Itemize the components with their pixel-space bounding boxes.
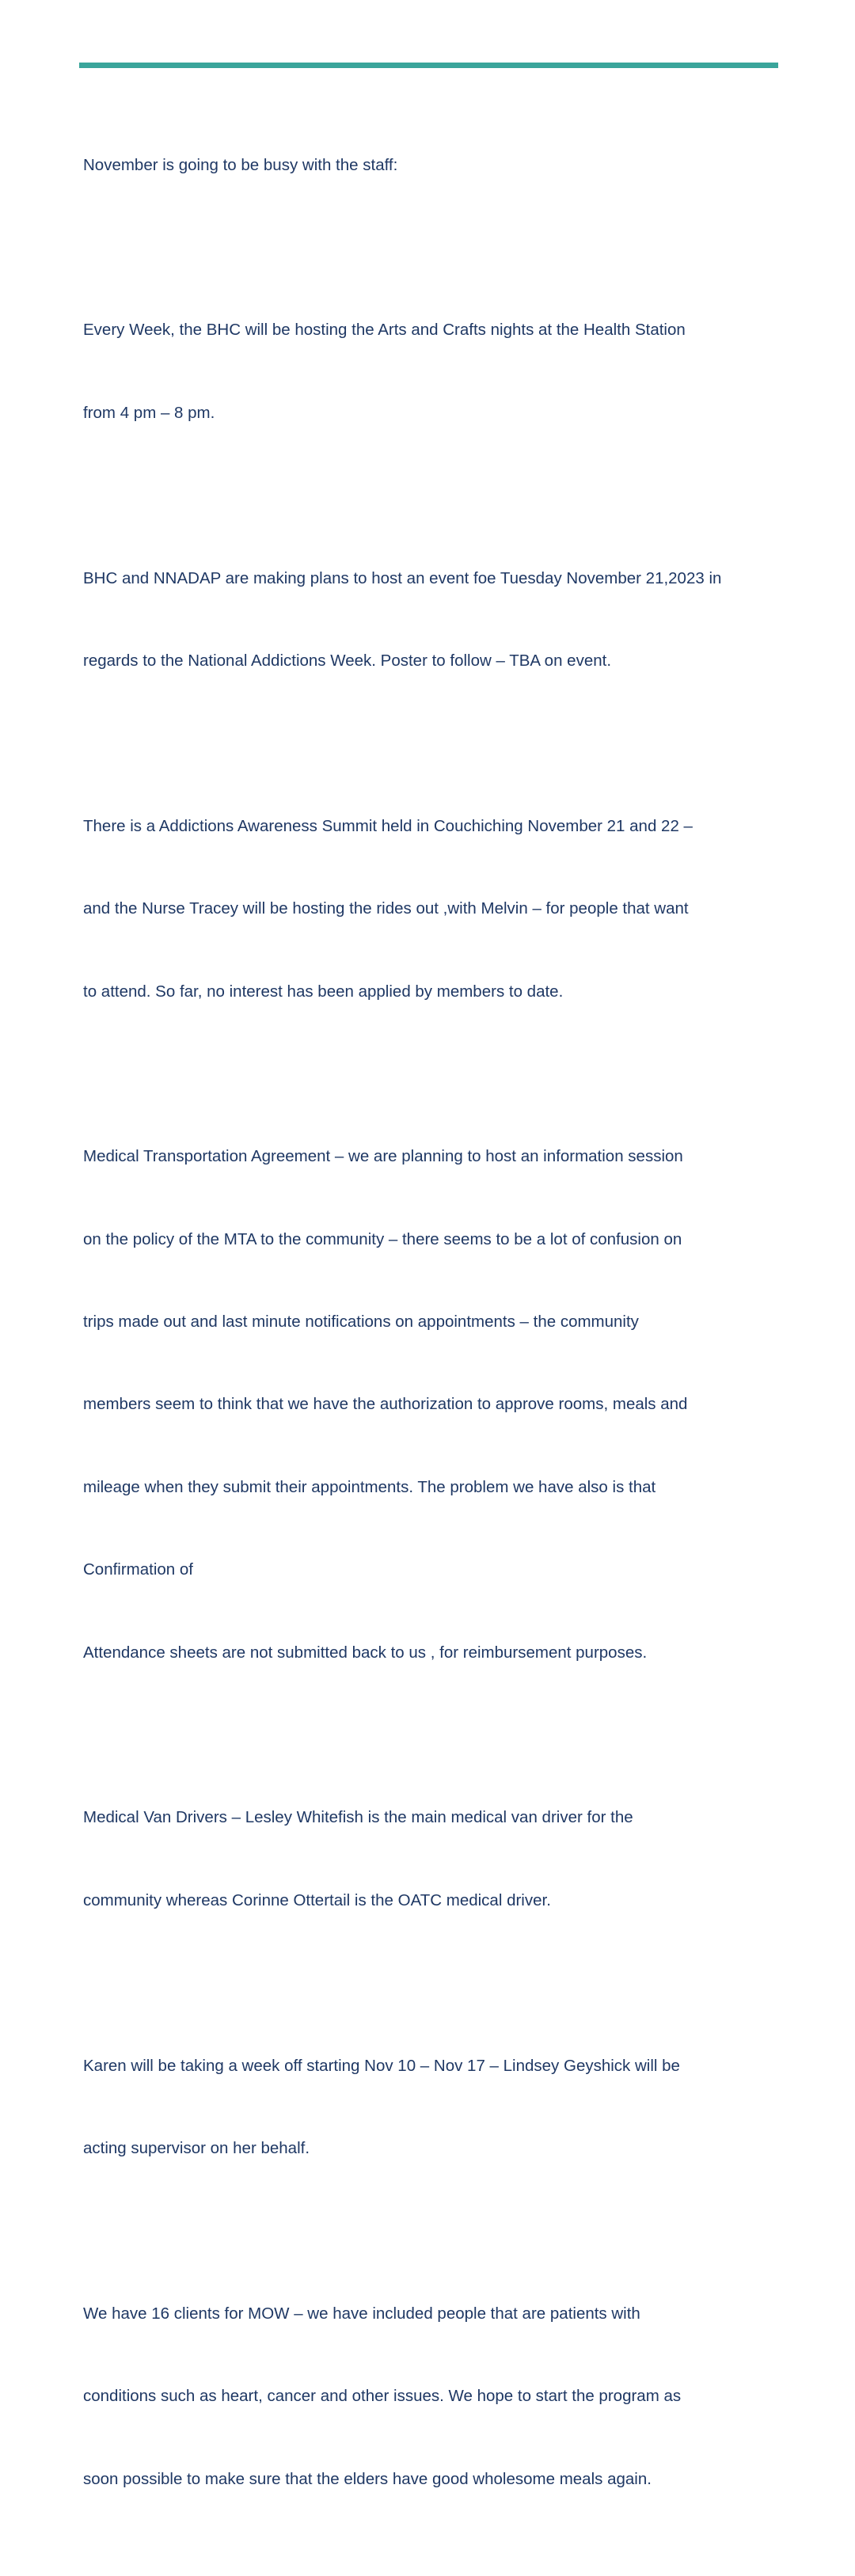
paragraph-intro xyxy=(83,97,788,234)
text-line: Medical Van Drivers – Lesley Whitefish is the main medical van driver for the xyxy=(83,1808,633,1827)
paragraph-arts-and-crafts xyxy=(83,262,788,482)
header-divider xyxy=(79,63,778,68)
paragraph-staff-leave xyxy=(83,1997,788,2217)
document-body xyxy=(83,97,788,2576)
paragraph-mow-clients xyxy=(83,2245,788,2548)
text-line: acting supervisor on her behalf. xyxy=(83,2138,310,2157)
text-line: from 4 pm – 8 pm. xyxy=(83,403,215,422)
text-line: and the Nurse Tracey will be hosting the rides out ,with Melvin – for people that want xyxy=(83,899,689,918)
text-line: mileage when they submit their appointments. The problem we have also is that xyxy=(83,1477,656,1496)
text-line: regards to the National Addictions Week. Poster to follow – TBA on event. xyxy=(83,651,612,670)
text-line: on the policy of the MTA to the community – there seems to be a lot of confusion on xyxy=(83,1229,682,1248)
text-line: community whereas Corinne Ottertail is the OATC medical driver. xyxy=(83,1890,551,1909)
paragraph-medical-transportation xyxy=(83,1089,788,1722)
text-line: to attend. So far, no interest has been applied by members to date. xyxy=(83,982,564,1001)
text-line: Every Week, the BHC will be hosting the Arts and Crafts nights at the Health Station xyxy=(83,321,686,340)
text-line: Medical Transportation Agreement – we are planning to host an information session xyxy=(83,1147,683,1166)
text-line: We have 16 clients for MOW – we have included people that are patients with xyxy=(83,2304,640,2323)
text-line: soon possible to make sure that the elders have good wholesome meals again. xyxy=(83,2469,652,2488)
text-line: November is going to be busy with the staff: xyxy=(83,155,398,174)
text-line: BHC and NNADAP are making plans to host an event foe Tuesday November 21,2023 in xyxy=(83,568,722,587)
paragraph-awareness-summit xyxy=(83,758,788,1061)
text-line: conditions such as heart, cancer and other issues. We hope to start the program as xyxy=(83,2387,682,2406)
text-line: Attendance sheets are not submitted back to us , for reimbursement purposes. xyxy=(83,1643,648,1662)
text-line: Karen will be taking a week off starting Nov 10 – Nov 17 – Lindsey Geyshick will be xyxy=(83,2056,680,2075)
paragraph-medical-van-drivers xyxy=(83,1750,788,1970)
text-line: trips made out and last minute notifications on appointments – the community xyxy=(83,1313,639,1332)
paragraph-addictions-week-event xyxy=(83,510,788,730)
text-line: members seem to think that we have the authorization to approve rooms, meals and xyxy=(83,1395,688,1414)
text-line: Confirmation of xyxy=(83,1560,194,1579)
text-line: There is a Addictions Awareness Summit held in Couchiching November 21 and 22 – xyxy=(83,816,693,835)
